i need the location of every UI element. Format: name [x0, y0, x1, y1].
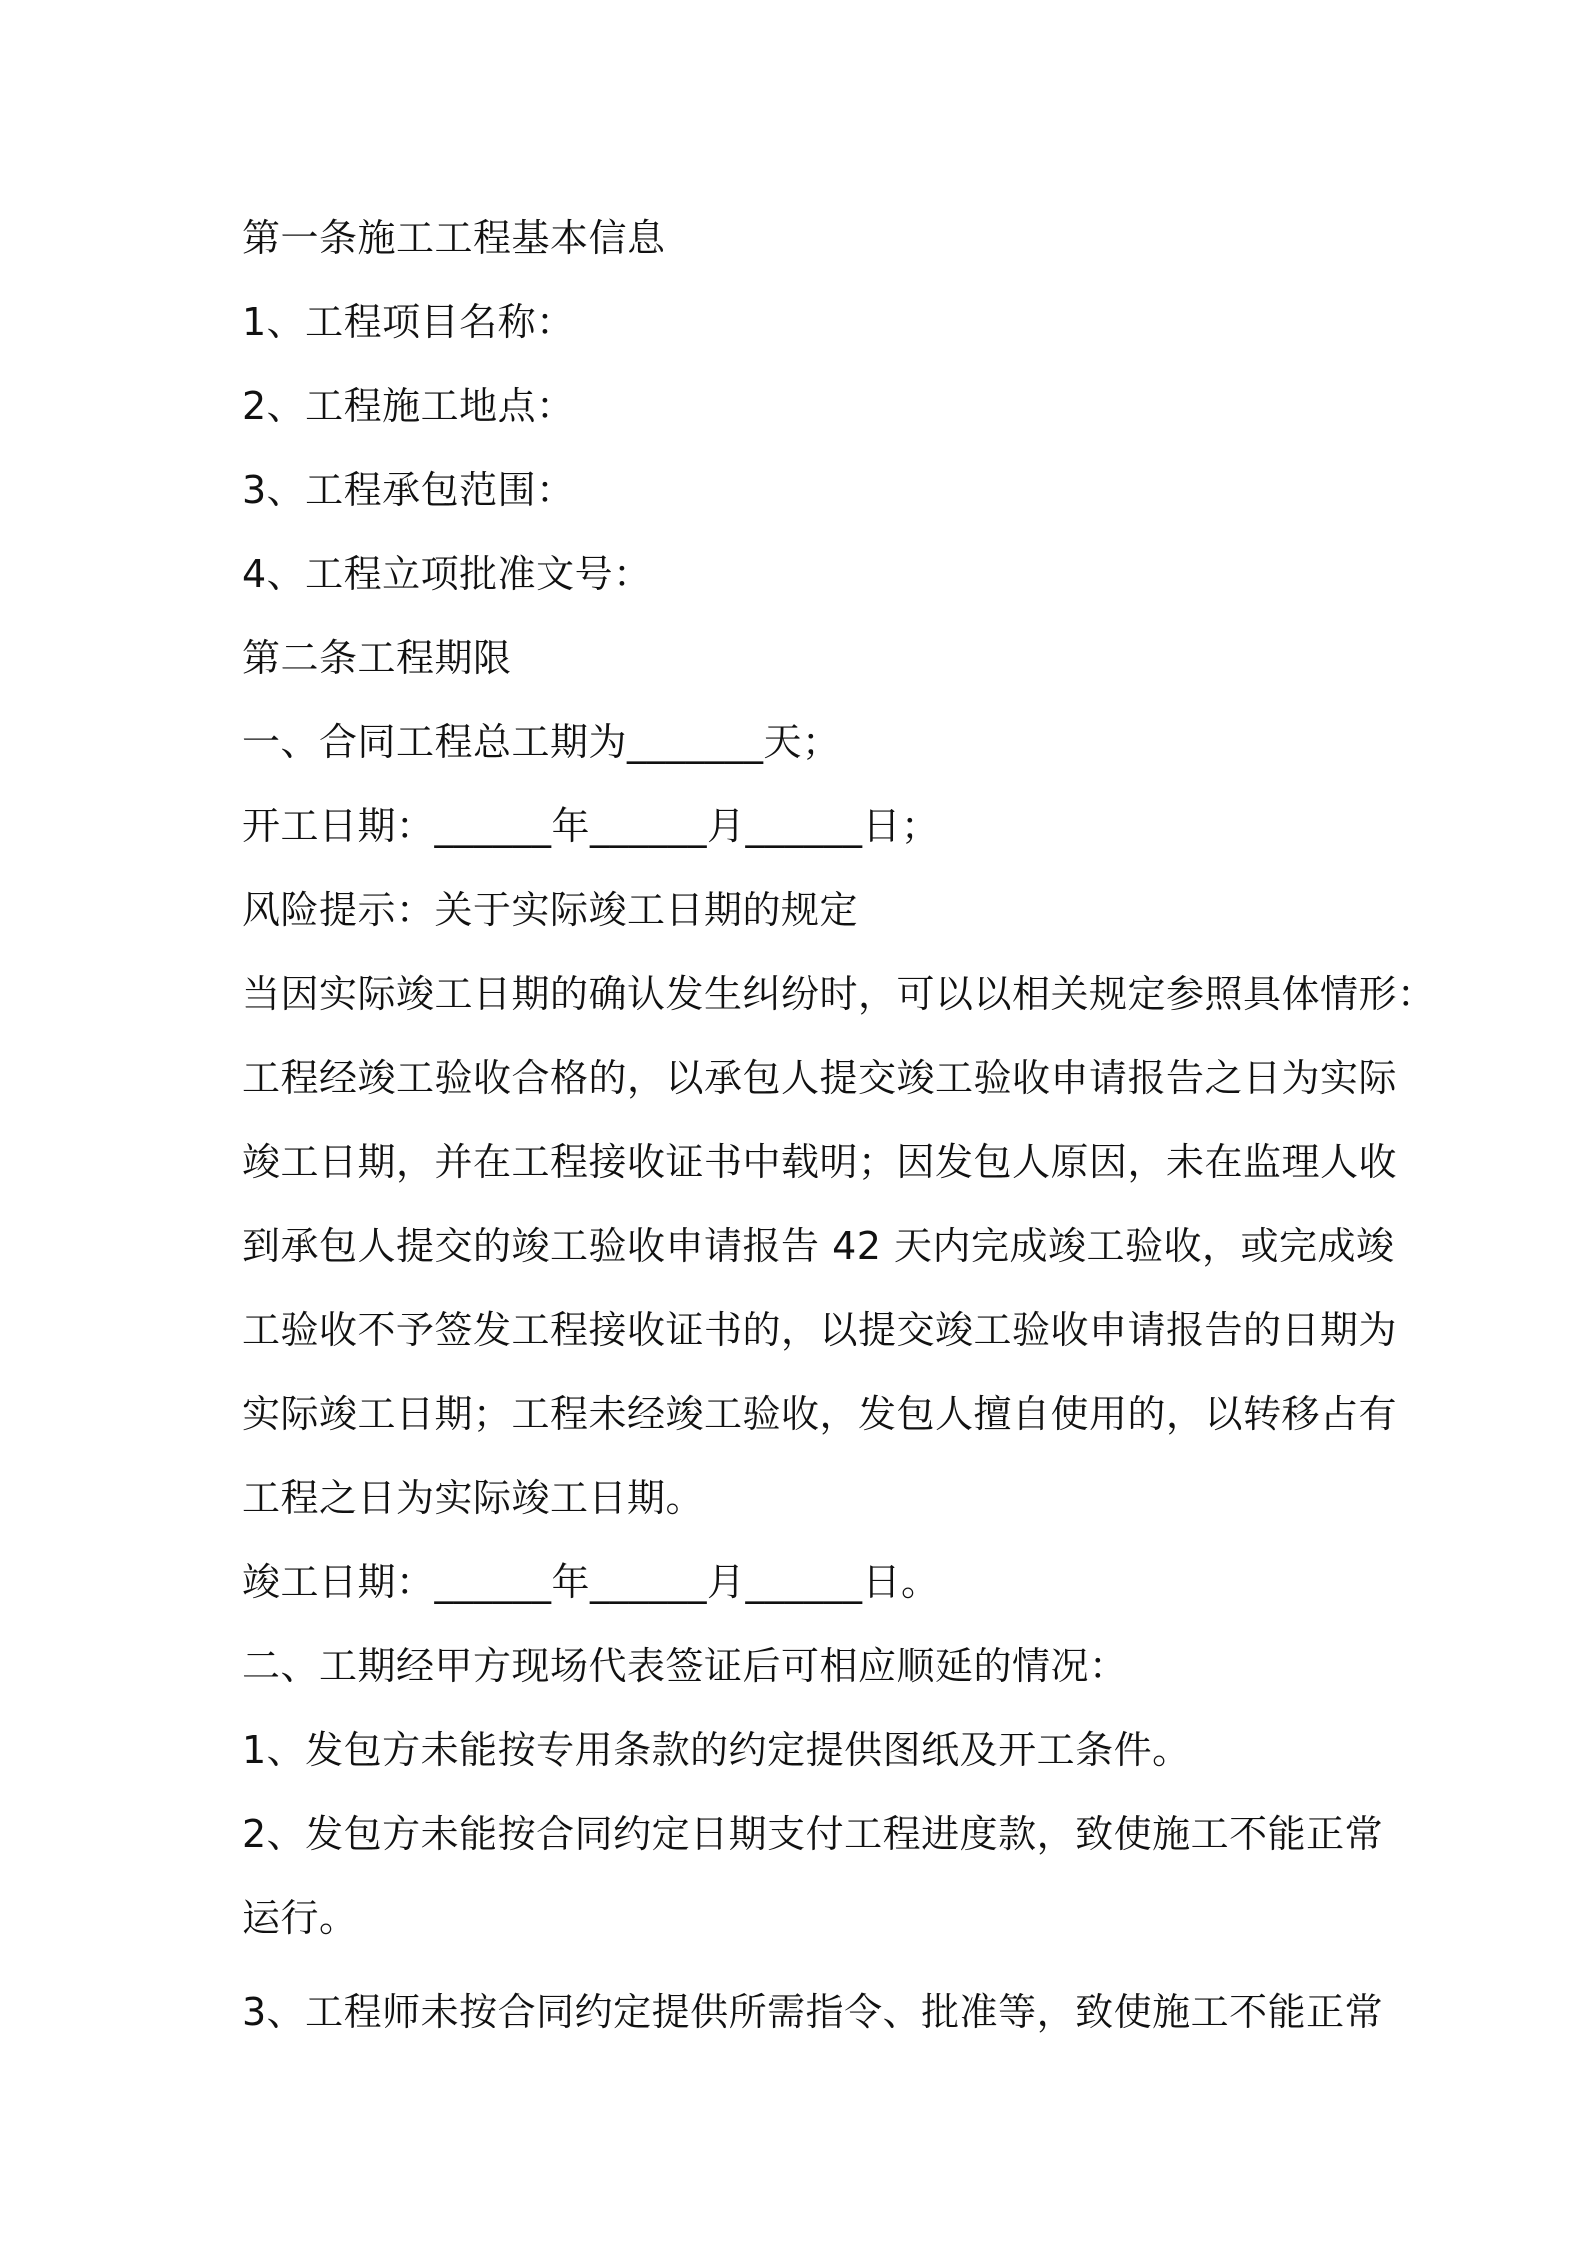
- text-line: 工验收不予签发工程接收证书的，以提交竣工验收申请报告的日期为: [242, 1308, 1398, 1352]
- text-line: 到承包人提交的竣工验收申请报告 42 天内完成竣工验收，或完成竣: [242, 1224, 1395, 1268]
- text-line: 竣工日期，并在工程接收证书中载明；因发包人原因，未在监理人收: [242, 1140, 1398, 1184]
- text-line: 实际竣工日期；工程未经竣工验收，发包人擅自使用的，以转移占有: [242, 1392, 1398, 1436]
- text-line: 1、发包方未能按专用条款的约定提供图纸及开工条件。: [242, 1728, 1191, 1772]
- document-body: [242, 196, 1436, 2054]
- text-line: 1、工程项目名称：: [242, 300, 575, 344]
- text-line: 4、工程立项批准文号：: [242, 552, 652, 596]
- text-line: 3、工程师未按合同约定提供所需指令、批准等，致使施工不能正常: [242, 1990, 1384, 2034]
- text-line: 一、合同工程总工期为_______天；: [242, 720, 841, 764]
- article-heading: 第二条工程期限: [242, 636, 512, 680]
- text-line: 3、工程承包范围：: [242, 468, 575, 512]
- text-line: 运行。: [242, 1896, 358, 1940]
- text-line: 工程之日为实际竣工日期。: [242, 1476, 705, 1520]
- text-line: 开工日期：______年______月______日；: [242, 804, 940, 848]
- article-heading: 第一条施工工程基本信息: [242, 216, 666, 260]
- text-line: 二、工期经甲方现场代表签证后可相应顺延的情况：: [242, 1644, 1128, 1688]
- text-line: 2、发包方未能按合同约定日期支付工程进度款，致使施工不能正常: [242, 1812, 1384, 1856]
- text-line: 工程经竣工验收合格的，以承包人提交竣工验收申请报告之日为实际: [242, 1056, 1398, 1100]
- text-line: 竣工日期：______年______月______日。: [242, 1560, 940, 1604]
- text-line: 风险提示：关于实际竣工日期的规定: [242, 888, 859, 932]
- text-line: 2、工程施工地点：: [242, 384, 575, 428]
- text-line: 当因实际竣工日期的确认发生纠纷时，可以以相关规定参照具体情形：: [242, 972, 1436, 1016]
